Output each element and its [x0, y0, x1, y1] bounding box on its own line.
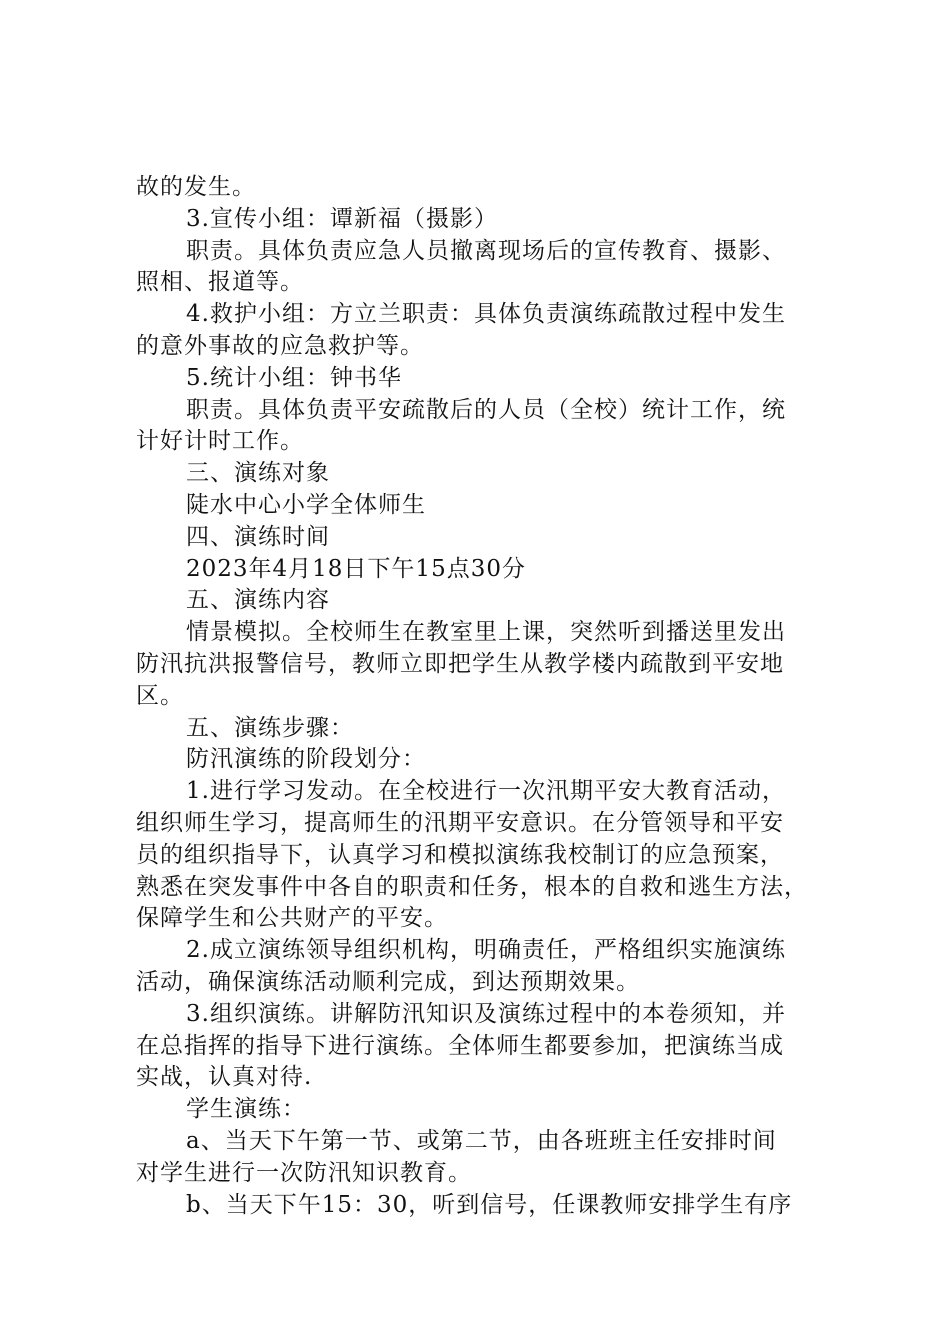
- text-line: 1.进行学习发动。在全校进行一次汛期平安大教育活动，: [186, 778, 786, 805]
- text-line: 对学生进行一次防汛知识教育。: [136, 1159, 472, 1186]
- text-line: 4.救护小组：方立兰职责：具体负责演练疏散过程中发生: [186, 301, 786, 328]
- text-line: b、当天下午15：30，听到信号，任课教师安排学生有序: [186, 1191, 793, 1218]
- section-heading: 四、演练时间: [186, 523, 330, 550]
- text-line: 计好计时工作。: [136, 428, 304, 455]
- text-line: 职责。具体负责平安疏散后的人员（全校）统计工作，统: [186, 396, 786, 423]
- text-line: 2.成立演练领导组织机构，明确责任，严格组织实施演练: [186, 937, 786, 964]
- text-line: 防汛抗洪报警信号，教师立即把学生从教学楼内疏散到平安地: [136, 650, 784, 677]
- text-line: 区。: [136, 682, 184, 709]
- text-line: 故的发生。: [136, 174, 256, 200]
- text-line: 组织师生学习，提高师生的汛期平安意识。在分管领导和平安: [136, 809, 784, 836]
- section-heading: 五、演练内容: [186, 587, 330, 614]
- text-line: 活动，确保演练活动顺利完成，到达预期效果。: [136, 968, 640, 995]
- text-line: 陡水中心小学全体师生: [186, 491, 426, 518]
- text-line: 实战，认真对待.: [136, 1064, 313, 1091]
- text-line: 熟悉在突发事件中各自的职责和任务，根本的自救和逃生方法，: [136, 873, 808, 900]
- text-line: 学生演练：: [186, 1096, 306, 1123]
- text-line: 职责。具体负责应急人员撤离现场后的宣传教育、摄影、: [186, 237, 786, 264]
- text-line: a、当天下午第一节、或第二节，由各班班主任安排时间: [186, 1127, 777, 1154]
- text-line: 3.宣传小组：谭新福（摄影）: [186, 205, 498, 232]
- text-line: 员的组织指导下，认真学习和模拟演练我校制订的应急预案，: [136, 841, 784, 868]
- text-line: 5.统计小组：钟书华: [186, 364, 402, 391]
- text-line: 保障学生和公共财产的平安。: [136, 905, 448, 932]
- section-heading: 五、演练步骤：: [186, 714, 354, 741]
- text-line: 的意外事故的应急救护等。: [136, 332, 424, 359]
- text-line: 2023年4月18日下午15点30分: [186, 555, 526, 582]
- text-line: 3.组织演练。讲解防汛知识及演练过程中的本卷须知，并: [186, 1000, 786, 1027]
- text-line: 在总指挥的指导下进行演练。全体师生都要参加，把演练当成: [136, 1032, 784, 1059]
- text-line: 情景模拟。全校师生在教室里上课，突然听到播送里发出: [186, 619, 786, 646]
- document-body: [136, 172, 826, 1221]
- text-line: 防汛演练的阶段划分：: [186, 746, 426, 773]
- text-line: 照相、报道等。: [136, 269, 304, 296]
- section-heading: 三、演练对象: [186, 460, 330, 487]
